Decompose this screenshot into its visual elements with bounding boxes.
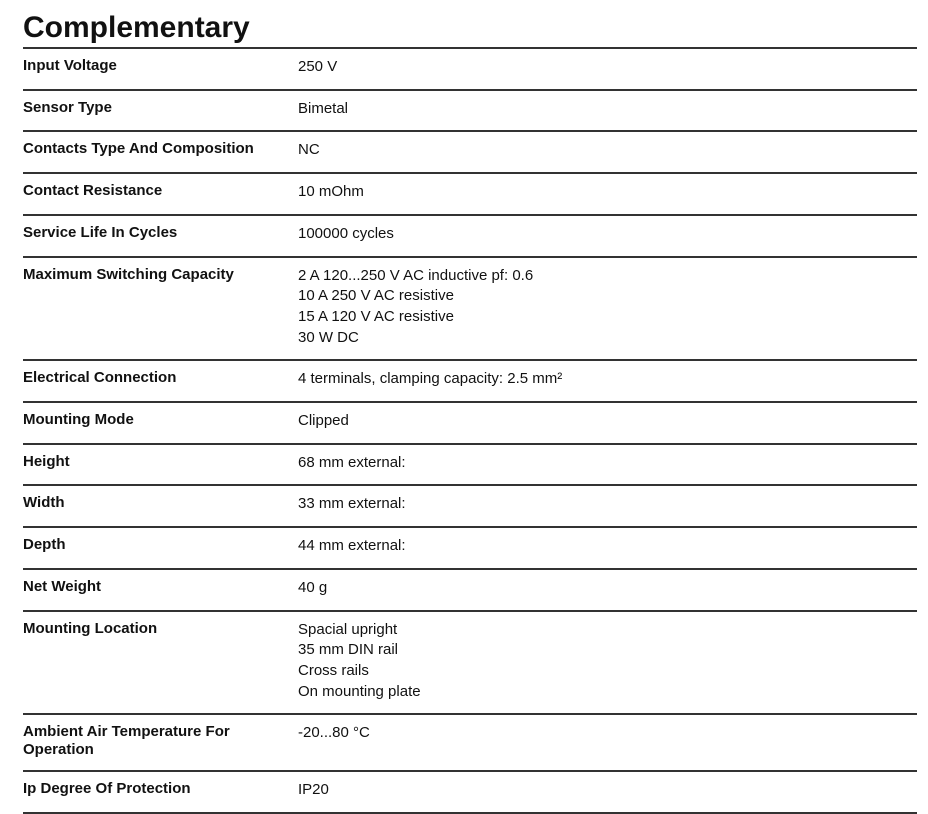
spec-value-line: 10 A 250 V AC resistive (298, 287, 454, 305)
spec-label: Width (23, 494, 65, 512)
spec-label: Electrical Connection (23, 369, 177, 387)
spec-label: Depth (23, 536, 66, 554)
spec-value (298, 620, 917, 703)
spec-value (298, 266, 917, 349)
spec-label: Input Voltage (23, 57, 117, 74)
spec-row (23, 612, 917, 716)
spec-row (23, 361, 917, 403)
spec-row (23, 715, 917, 772)
spec-label: Service Life In Cycles (23, 223, 178, 241)
spec-row (23, 258, 917, 362)
spec-label: Mounting Location (23, 619, 158, 637)
spec-value-line: 33 mm external: (298, 495, 406, 513)
spec-label: Ip Degree Of Protection (23, 780, 191, 798)
spec-value-line: 30 W DC (298, 328, 359, 346)
spec-row (23, 445, 917, 487)
spec-value-line: 4 terminals, clamping capacity: 2.5 mm² (298, 370, 563, 388)
spec-row (23, 570, 917, 612)
spec-value-line: 68 mm external: (298, 453, 406, 471)
spec-row (23, 174, 917, 216)
spec-value-line: 35 mm DIN rail (298, 641, 399, 659)
spec-value-line: 40 g (298, 578, 328, 596)
complementary-section (23, 0, 917, 814)
spec-row (23, 216, 917, 258)
spec-row (23, 49, 917, 91)
spec-value (298, 578, 917, 599)
spec-value-line: Bimetal (298, 99, 349, 117)
spec-row (23, 403, 917, 445)
spec-value-line: NC (298, 141, 320, 159)
spec-value-line: Cross rails (298, 661, 369, 679)
spec-value (298, 140, 917, 161)
spec-value (298, 224, 917, 245)
spec-row (23, 132, 917, 174)
spec-table (23, 47, 917, 814)
spec-value-line: 2 A 120...250 V AC inductive pf: 0.6 (298, 266, 534, 284)
spec-label: Contacts Type And Composition (23, 140, 254, 158)
spec-label: Maximum Switching Capacity (23, 265, 234, 283)
spec-value-line: 10 mOhm (298, 183, 364, 201)
section-title: Complementary (23, 11, 250, 44)
spec-value (298, 494, 917, 515)
spec-value-line: 100000 cycles (298, 224, 394, 242)
spec-label: Height (23, 452, 70, 470)
spec-value-line: IP20 (298, 781, 329, 799)
spec-row (23, 528, 917, 570)
spec-label: Mounting Mode (23, 411, 134, 429)
spec-value (298, 99, 917, 120)
spec-label: Contact Resistance (23, 182, 163, 200)
spec-label: Ambient Air Temperature For Operation (23, 723, 230, 759)
spec-value-line: 15 A 120 V AC resistive (298, 307, 454, 325)
spec-value-line: 250 V (298, 58, 338, 75)
spec-label: Net Weight (23, 577, 102, 595)
spec-row (23, 772, 917, 814)
spec-value (298, 57, 917, 78)
spec-value (298, 723, 917, 759)
spec-value-line: On mounting plate (298, 682, 421, 700)
spec-value-line: 44 mm external: (298, 537, 406, 555)
spec-row (23, 91, 917, 133)
spec-label: Sensor Type (23, 98, 112, 116)
spec-row (23, 486, 917, 528)
spec-value-line: -20...80 °C (298, 724, 370, 742)
spec-value (298, 536, 917, 557)
spec-value-line: Clipped (298, 412, 349, 430)
spec-value (298, 780, 917, 801)
spec-value (298, 182, 917, 203)
spec-value-line: Spacial upright (298, 620, 398, 638)
spec-value (298, 369, 917, 390)
spec-value (298, 453, 917, 474)
spec-value (298, 411, 917, 432)
